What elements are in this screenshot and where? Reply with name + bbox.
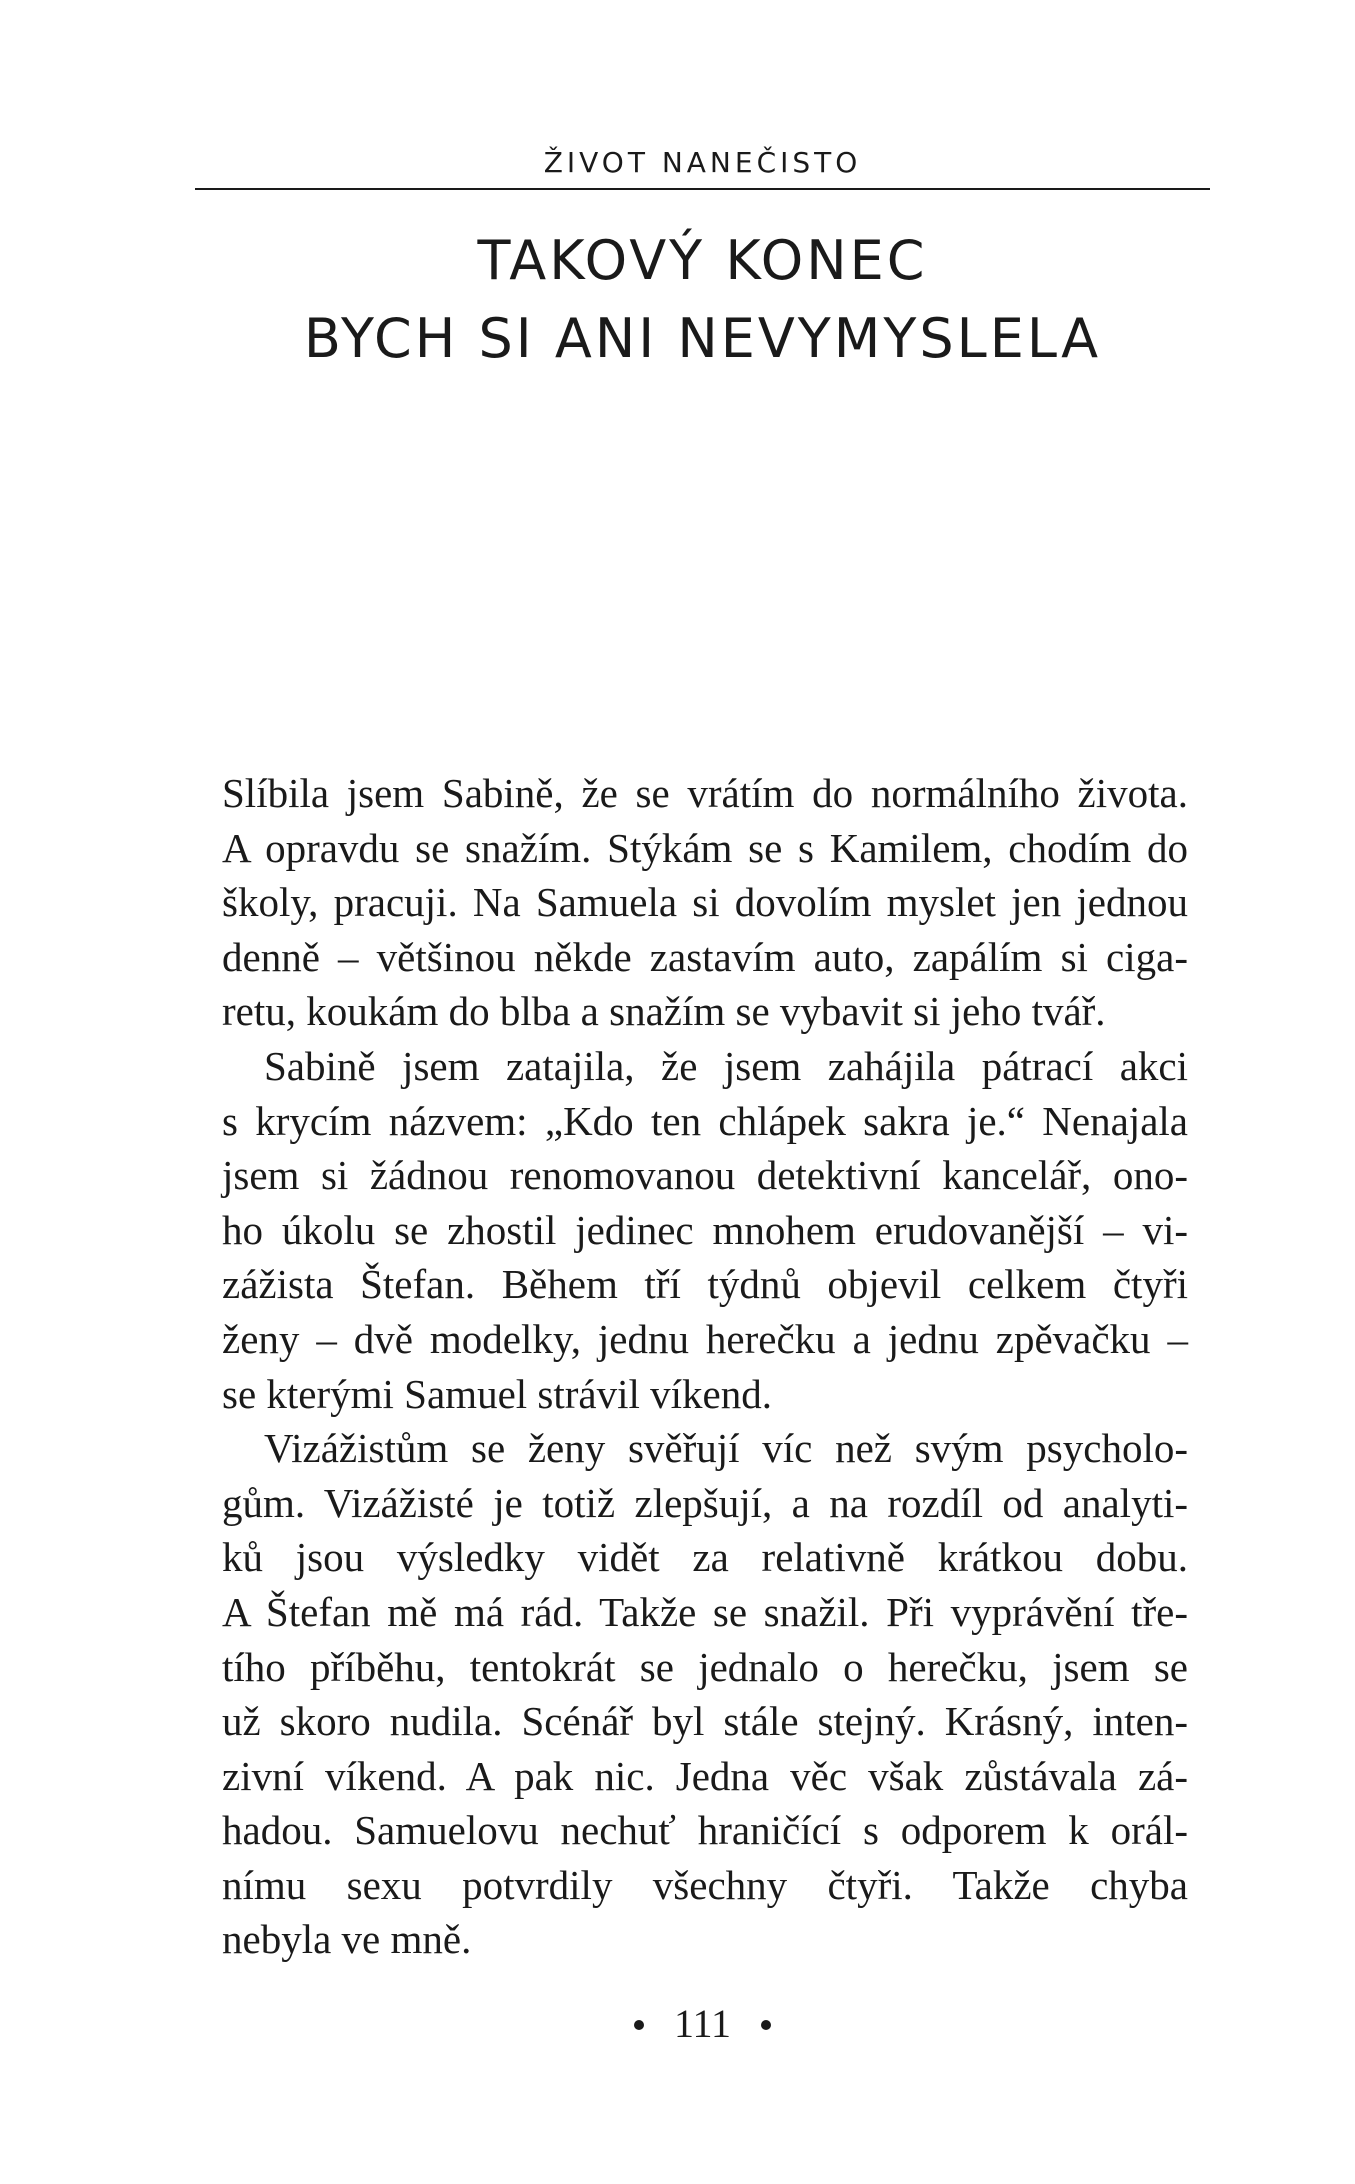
text-line: zivní víkend. A pak nic. Jedna věc však zůstávala zá-: [222, 1752, 1188, 1799]
paragraph-3: [222, 1421, 1188, 1967]
text-line: ho úkolu se zhostil jedinec mnohem erudovanější – vi-: [222, 1206, 1188, 1253]
text-line: jsem si žádnou renomovanou detektivní kancelář, ono-: [222, 1152, 1188, 1199]
chapter-title-line-2: BYCH SI ANI NEVYMYSLELA: [303, 307, 1102, 370]
text-line: hadou. Samuelovu nechuť hraničící s odporem k orál-: [222, 1807, 1188, 1854]
text-line: Slíbila jsem Sabině, že se vrátím do normálního života.: [222, 770, 1188, 816]
text-line: Vizážistům se ženy svěřují víc než svým psycholo-: [264, 1425, 1188, 1472]
text-line: denně – většinou někde zastavím auto, zapálím si ciga-: [222, 933, 1188, 980]
page-number-footer: [195, 2000, 1210, 2048]
text-line: ků jsou výsledky vidět za relativně krátkou dobu.: [222, 1534, 1188, 1581]
body-text: [222, 766, 1188, 1967]
text-line: nímu sexu potvrdily všechny čtyři. Takže chyba: [222, 1861, 1188, 1908]
chapter-title: [195, 222, 1210, 378]
text-line: zážista Štefan. Během tří týdnů objevil celkem čtyři: [222, 1261, 1188, 1308]
text-line: retu, koukám do blba a snažím se vybavit si jeho tvář.: [222, 988, 1106, 1035]
text-line: gům. Vizážisté je totiž zlepšují, a na rozdíl od analyti-: [222, 1479, 1188, 1526]
text-line: nebyla ve mně.: [222, 1916, 472, 1963]
text-line: školy, pracuji. Na Samuela si dovolím myslet jen jednou: [222, 879, 1188, 926]
header-rule: [195, 188, 1210, 190]
text-line: už skoro nudila. Scénář byl stále stejný. Krásný, inten-: [222, 1698, 1188, 1745]
running-header: ŽIVOT NANEČISTO: [543, 146, 862, 179]
paragraph-2: [222, 1039, 1188, 1421]
paragraph-1: [222, 766, 1188, 1039]
text-line: A Štefan mě má rád. Takže se snažil. Při vyprávění tře-: [222, 1588, 1188, 1635]
text-line: ženy – dvě modelky, jednu herečku a jednu zpěvačku –: [222, 1315, 1188, 1362]
page-number: 111: [673, 2001, 732, 2046]
text-line: tího příběhu, tentokrát se jednalo o herečku, jsem se: [222, 1643, 1188, 1690]
text-line: se kterými Samuel strávil víkend.: [222, 1370, 772, 1417]
bullet-dot-icon: [634, 2020, 644, 2030]
bullet-dot-icon: [761, 2020, 771, 2030]
text-line: s krycím názvem: „Kdo ten chlápek sakra je.“ Nenajala: [222, 1097, 1188, 1144]
text-line: A opravdu se snažím. Stýkám se s Kamilem, chodím do: [222, 824, 1188, 871]
text-line: Sabině jsem zatajila, že jsem zahájila pátrací akci: [264, 1042, 1188, 1089]
chapter-title-line-1: TAKOVÝ KONEC: [477, 229, 928, 292]
